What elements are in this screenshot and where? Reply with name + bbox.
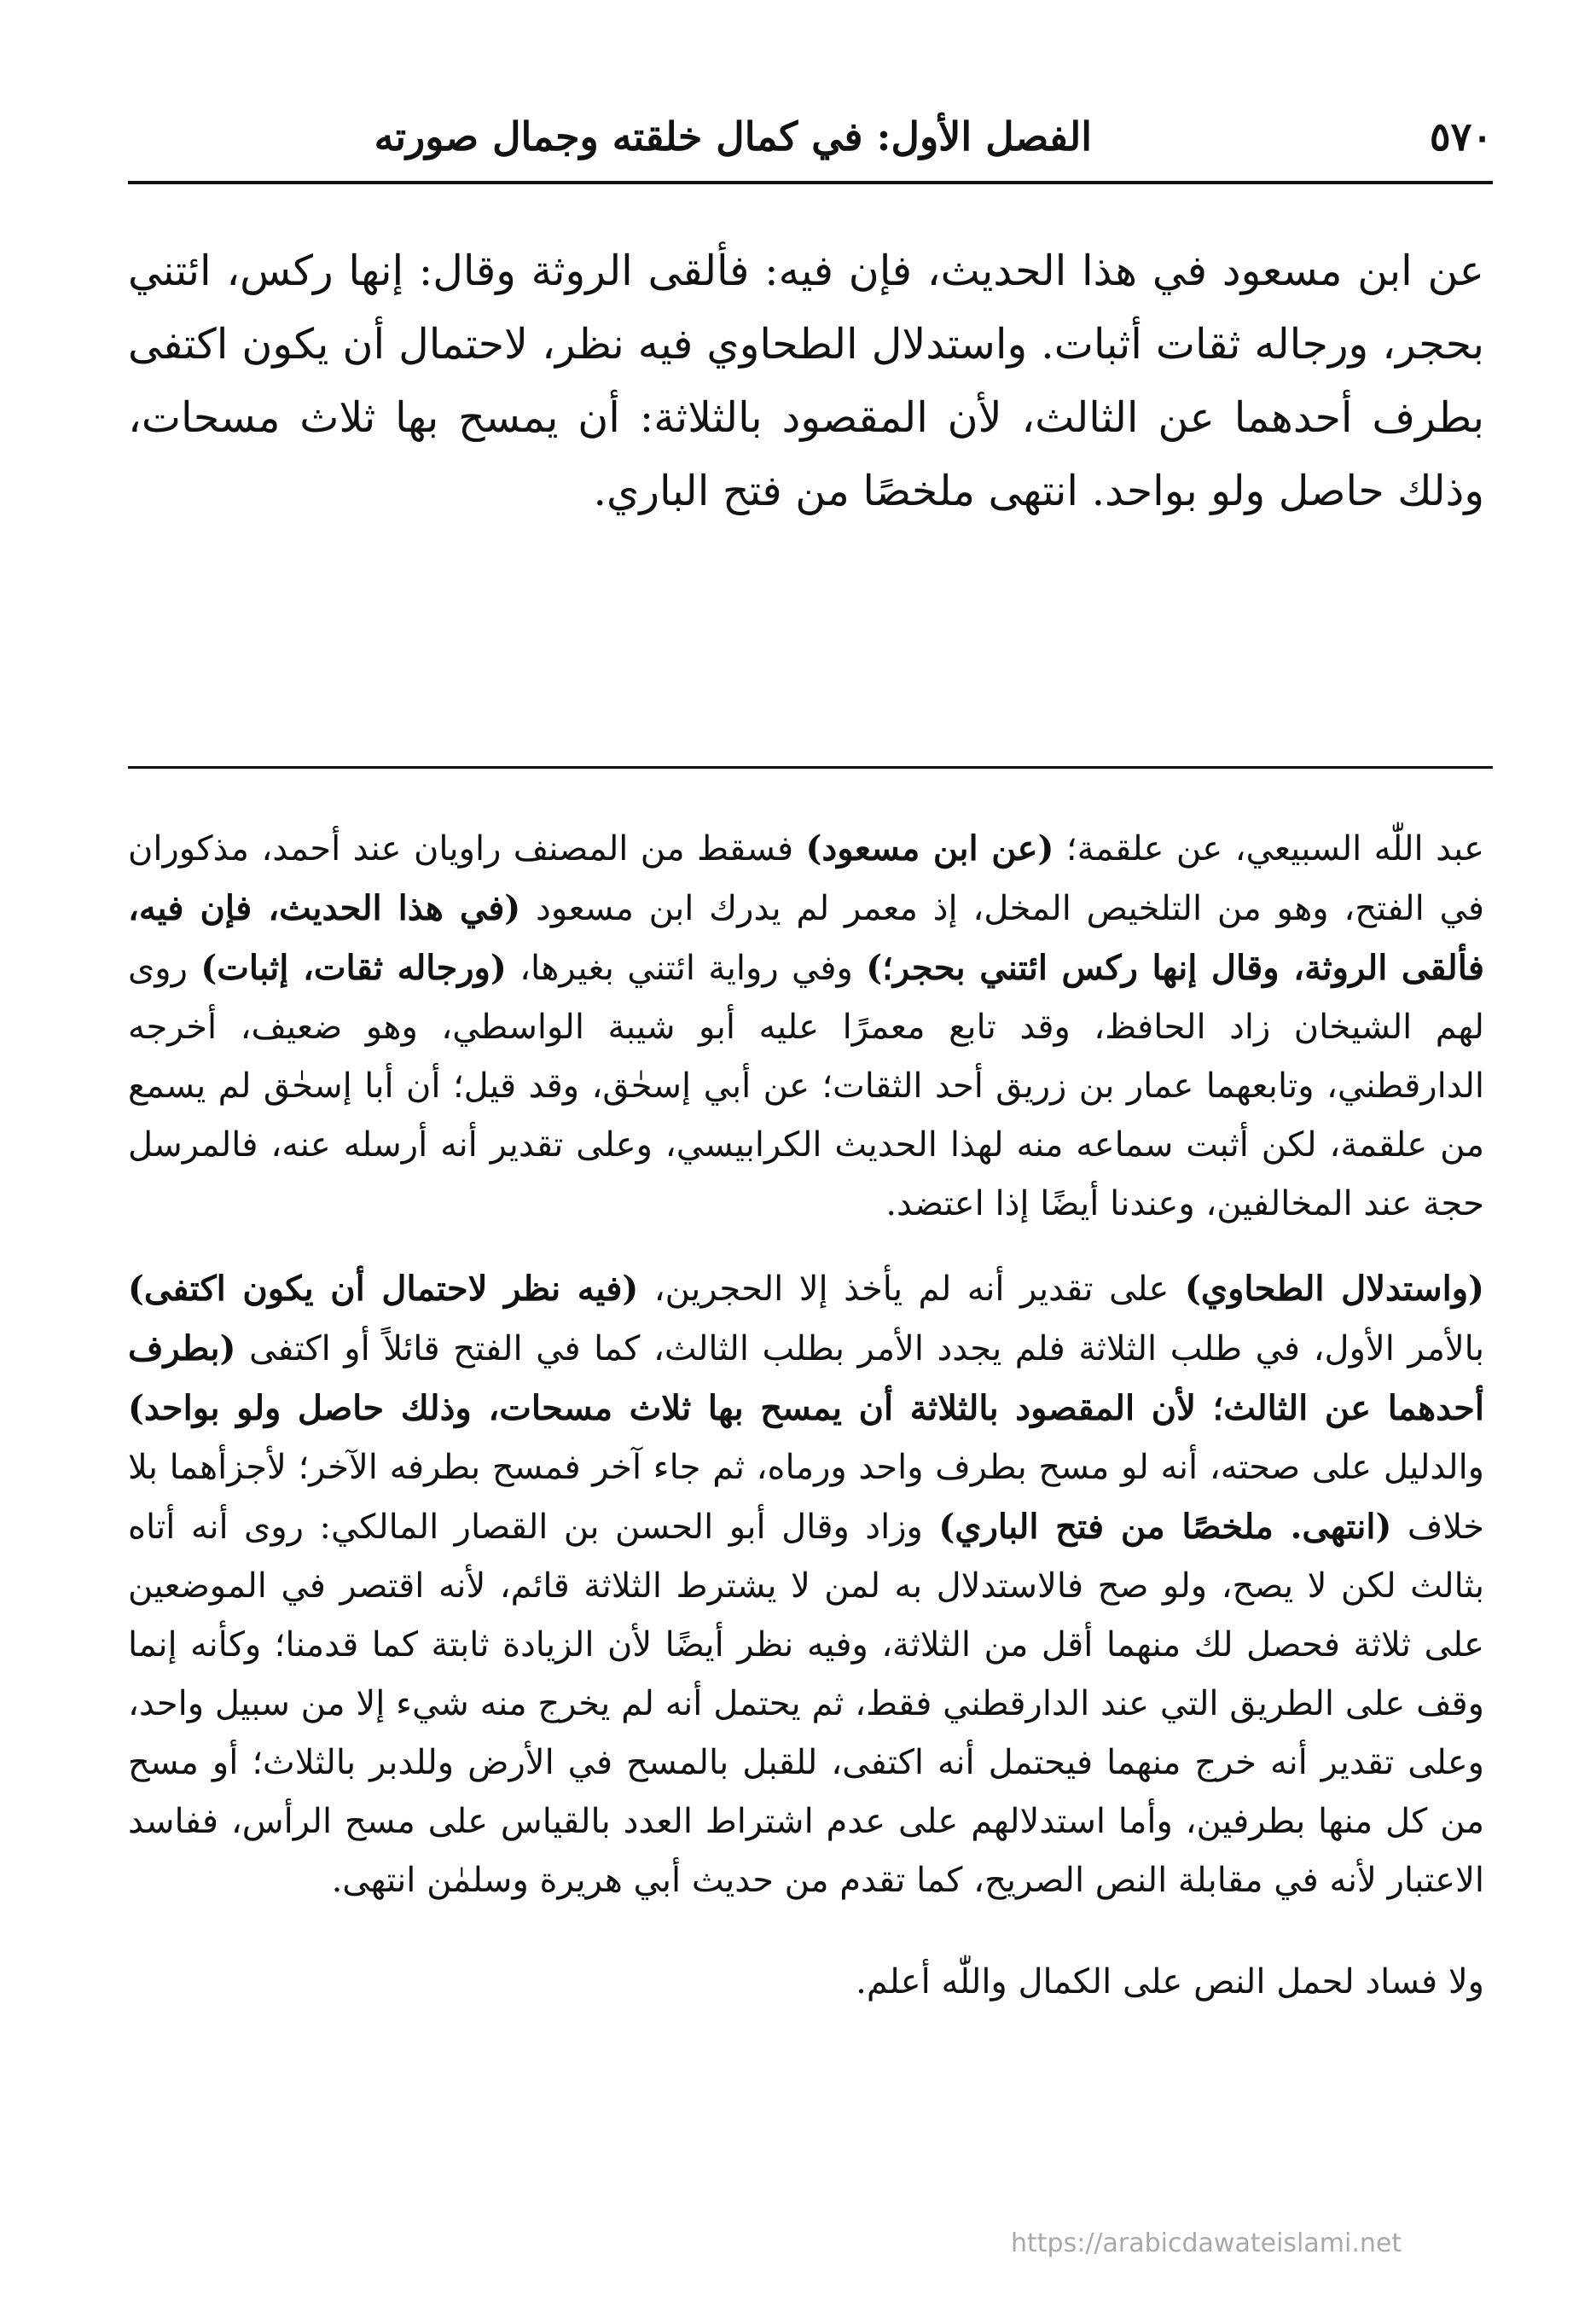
quoted-text: (ورجاله ثقات، إثبات) bbox=[200, 948, 507, 988]
quoted-text: (انتهى. ملخصًا من فتح الباري) bbox=[938, 1507, 1392, 1547]
footnote-text: فسقط من المصنف راويان عند أحمد، مذكوران في الفتح، وهو من التلخيص المخل، إذ معمر لم يدرك ابن مسعود bbox=[128, 829, 1484, 928]
quoted-text: (واستدلال الطحاوي) bbox=[1184, 1269, 1484, 1309]
footnotes bbox=[128, 819, 1484, 2046]
watermark-url: https://arabicdawateislami.net bbox=[1011, 2228, 1402, 2258]
quoted-text: (بطرف أحدهما عن الثالث؛ لأن المقصود بالثلاثة أن يمسح بها ثلاث مسحات، وذلك حاصل ولو بواحد) bbox=[128, 1328, 1484, 1428]
footnote-text: على تقدير أنه لم يأخذ إلا الحجرين، bbox=[638, 1269, 1185, 1309]
quoted-text: (فيه نظر لاحتمال أن يكون اكتفى) bbox=[128, 1269, 639, 1309]
quoted-text: (عن ابن مسعود) bbox=[805, 828, 1054, 869]
footnote-paragraph bbox=[128, 1259, 1484, 1910]
page-header bbox=[128, 107, 1493, 183]
footnote-paragraph bbox=[128, 819, 1484, 1234]
footnote-text: عبد اللّٰه السبيعي، عن علقمة؛ bbox=[1054, 829, 1484, 869]
footnote-text: وزاد وقال أبو الحسن بن القصار المالكي: روى أنه أتاه بثالث لكن لا يصح، ولو صح فالاستدلال به لمن لا يشترط الثلاثة قائم، لأنه اقتصر في الموضعين على ثلاثة فحصل لك منهما أقل من الثلاثة، وفيه نظر أيضًا لأن الزيادة ثابتة كما قدمنا؛ وكأنه إنما وقف على الطريق التي عند الدارقطني فقط، ثم يحتمل أنه لم يخرج منه شيء إلا من سبيل واحد، وعلى تقدير أنه خرج منهما فيحتمل أنه اكتفى، للقبل بالمسح في الأرض وللدبر بالثلاث؛ أو مسح من كل منها بطرفين، وأما استدلالهم على عدم اشتراط العدد بالقياس على مسح الرأس، ففاسد الاعتبار لأنه في مقابلة النص الصريح، كما تقدم من حديث أبي هريرة وسلمٰن انتهى. bbox=[128, 1508, 1484, 1900]
chapter-title: الفصل الأول: في كمال خلقته وجمال صورته bbox=[374, 113, 1092, 160]
footnote-closing-line: ولا فساد لحمل النص على الكمال واللّٰه أعلم. bbox=[856, 1962, 1484, 2002]
quoted-text: (في هذا الحديث، فإن فيه، فألقى الروثة، وقال إنها ركس ائتني بحجر؛) bbox=[128, 888, 1484, 988]
footnote-text: روى لهم الشيخان زاد الحافظ، وقد تابع معمرًا عليه أبو شيبة الواسطي، وهو ضعيف، أخرجه الدارقطني، وتابعهما عمار بن زريق أحد الثقات؛ عن أبي إسحٰق، وقد قيل؛ أن أبا إسحٰق لم يسمع من علقمة، لكن أثبت سماعه منه لهذا الحديث الكرابيسي، وعلى تقدير أنه أرسله عنه، فالمرسل حجة عند المخالفين، وعندنا أيضًا إذا اعتضد. bbox=[128, 949, 1484, 1223]
footnote-text: والدليل على صحته، أنه لو مسح بطرف واحد ورماه، ثم جاء آخر فمسح بطرفه الآخر؛ لأجزأهما بلا خلاف bbox=[128, 1448, 1484, 1547]
header-divider bbox=[128, 181, 1493, 184]
page-number: ٥٧٠ bbox=[1429, 113, 1493, 160]
main-text: عن ابن مسعود في هذا الحديث، فإن فيه: فألقى الروثة وقال: إنها ركس، ائتني بحجر، ورجاله ثقات أثبات. واستدلال الطحاوي فيه نظر، لاحتمال أن يكون اكتفى بطرف أحدهما عن الثالث، لأن المقصود بالثلاثة: أن يمسح بها ثلاث مسحات، وذلك حاصل ولو بواحد. انتهى ملخصًا من فتح الباري. bbox=[128, 247, 1484, 515]
footnote-divider bbox=[128, 766, 1493, 769]
footnote-text: وفي رواية ائتني بغيرها، bbox=[506, 949, 867, 988]
footnote-text: بالأمر الأول، في طلب الثلاثة فلم يجدد الأمر بطلب الثالث، كما في الفتح قائلاً أو اكتفى bbox=[235, 1329, 1484, 1368]
